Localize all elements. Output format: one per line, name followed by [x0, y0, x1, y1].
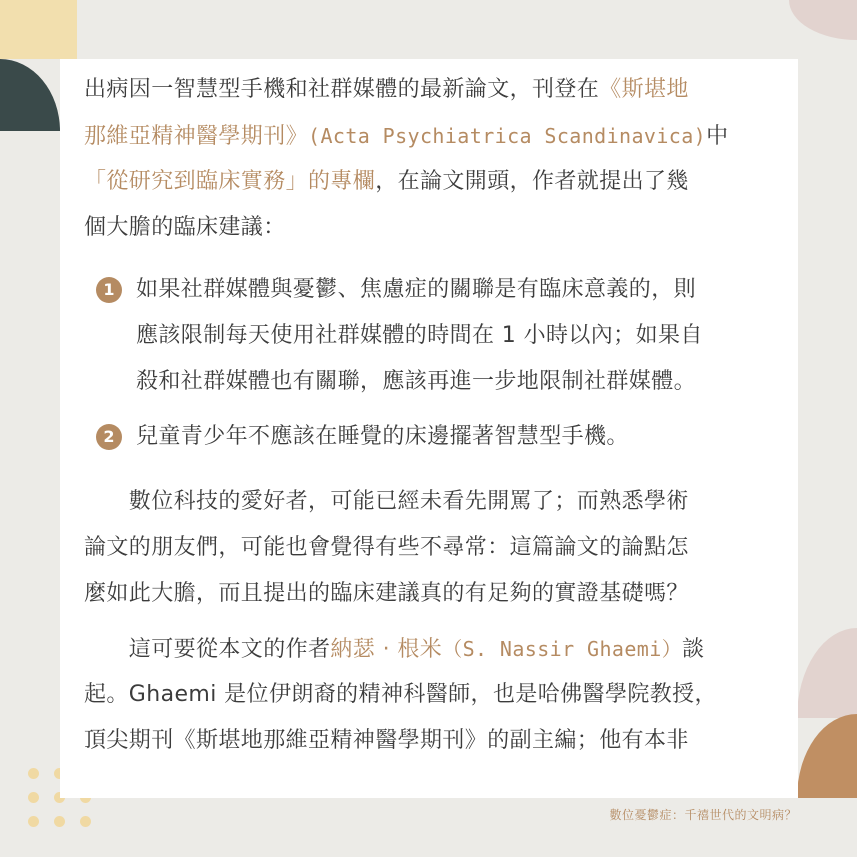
decor-dot [80, 816, 91, 827]
text-card [60, 59, 798, 798]
paragraph-author [84, 626, 776, 764]
decor-dot [28, 768, 39, 779]
text-line: 應該限制每天使用社群媒體的時間在 1 小時以內；如果自 [136, 323, 703, 348]
text-line: 麼如此大膽，而且提出的臨床建議真的有足夠的實證基礎嗎？ [84, 581, 689, 606]
paragraph-intro [84, 67, 776, 251]
text-span: ，在論文開頭，作者就提出了幾 [375, 169, 689, 194]
number-badge: 1 [96, 277, 122, 303]
text-span: 談 [682, 637, 705, 662]
text-line [84, 626, 776, 672]
decor-dark-quarter-circle [0, 59, 60, 131]
text-line: 論文的朋友們，可能也會覺得有些不尋常：這篇論文的論點怎 [84, 535, 689, 560]
journal-title-highlight: 那維亞精神醫學期刊》 [84, 124, 309, 149]
text-line: 頂尖期刊《斯堪地那維亞精神醫學期刊》的副主編；他有本非 [84, 728, 689, 753]
decor-pink-quarter-circle-bottom [797, 628, 857, 718]
journal-latin-name: (Acta Psychiatrica Scandinavica) [308, 124, 707, 148]
text-line: 數位科技的愛好者，可能已經未看先開罵了；而熟悉學術 [84, 489, 689, 514]
footer-book-title: 數位憂鬱症：千禧世代的文明病？ [609, 808, 797, 822]
text-line [84, 67, 776, 113]
text-span: 中 [706, 124, 729, 149]
list-item-text [136, 414, 776, 460]
text-line: 兒童青少年不應該在睡覺的床邊擺著智慧型手機。 [136, 424, 629, 449]
decor-dot [28, 792, 39, 803]
text-line [84, 113, 776, 159]
column-name-highlight: 「從研究到臨床實務」的專欄 [84, 169, 376, 194]
number-badge: 2 [96, 424, 122, 450]
text-line [84, 159, 776, 205]
author-name-highlight: 納瑟 · 根米 [330, 637, 443, 662]
text-span: 這可要從本文的作者 [84, 637, 331, 662]
decor-pink-quarter-circle-top [789, 0, 857, 40]
author-latin-name: （S. Nassir Ghaemi） [442, 637, 683, 661]
paragraph-reaction [84, 479, 776, 617]
decor-dot [28, 816, 39, 827]
text-line: 起。Ghaemi 是位伊朗裔的精神科醫師，也是哈佛醫學院教授， [84, 682, 717, 707]
text-line: 個大膽的臨床建議： [84, 215, 286, 240]
text-span: 出病因一智慧型手機和社群媒體的最新論文，刊登在 [84, 77, 600, 102]
list-item-text [136, 267, 776, 405]
decor-tan-quarter-circle [797, 714, 857, 798]
journal-title-highlight: 《斯堪地 [599, 77, 689, 102]
decor-yellow-square [0, 0, 77, 59]
text-line: 如果社群媒體與憂鬱、焦慮症的關聯是有臨床意義的，則 [136, 277, 697, 302]
text-line: 殺和社群媒體也有關聯，應該再進一步地限制社群媒體。 [136, 369, 697, 394]
decor-dot [54, 816, 65, 827]
